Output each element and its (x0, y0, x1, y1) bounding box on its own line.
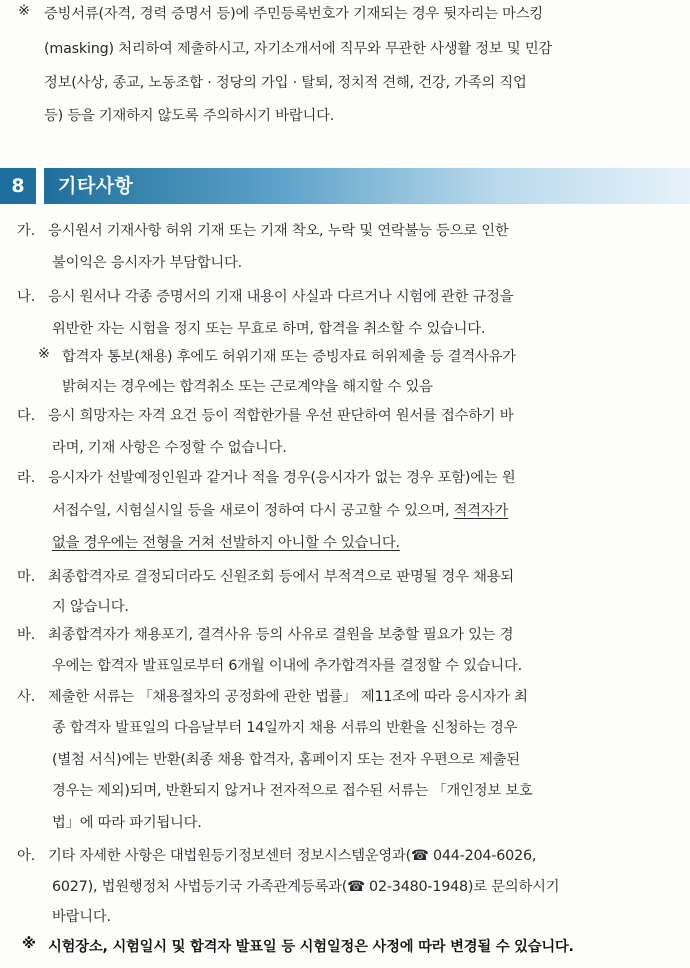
item-ga-line-2: 불이익은 응시자가 부담합니다. (52, 255, 242, 271)
note-mark: ※ (38, 346, 50, 362)
item-ra-underlined-text: 적격자가 (453, 503, 509, 519)
top-note-line-3: 정보(사상, 종교, 노동조합 · 정당의 가입 · 탈퇴, 정치적 견해, 건강, 가족의 직업 (44, 75, 527, 91)
item-ra-line-1: 응시자가 선발예정인원과 같거나 적을 경우(응시자가 없는 경우 포함)에는 원 (48, 470, 516, 486)
item-na-line-2: 위반한 자는 시험을 정지 또는 무효로 하며, 합격을 취소할 수 있습니다. (52, 321, 486, 337)
note-mark: ※ (22, 936, 36, 952)
item-sa-line-5: 법」에 따라 파기됩니다. (52, 815, 202, 831)
item-a-line-1: 기타 자세한 사항은 대법원등기정보센터 정보시스템운영과(☎ 044-204-6026, (48, 848, 537, 864)
item-marker-ba: 바. (17, 627, 36, 643)
item-da-line-2: 라며, 기재 사항은 수정할 수 없습니다. (52, 440, 287, 456)
note-mark: ※ (18, 3, 30, 19)
item-marker-ra: 라. (17, 470, 36, 486)
item-a-line-2: 6027), 법원행정처 사법등기국 가족관계등록과(☎ 02-3480-1948)로 문의하시기 (52, 879, 560, 895)
item-a-line-3: 바랍니다. (52, 909, 111, 925)
item-ma-line-1: 최종합격자로 결정되더라도 신원조회 등에서 부적격으로 판명될 경우 채용되 (48, 569, 514, 585)
item-ra-line-3: 없을 경우에는 전형을 거쳐 선발하지 아니할 수 있습니다. (52, 535, 400, 551)
item-sa-line-4: 경우는 제외)되며, 반환되지 않거나 전자적으로 접수된 서류는 「개인정보 보호 (52, 783, 533, 799)
item-ra-line-2 (52, 500, 508, 520)
item-sa-line-3: (별첨 서식)에는 반환(최종 채용 합격자, 홈페이지 또는 전자 우편으로 제출된 (52, 752, 520, 768)
top-note-line-2: (masking) 처리하여 제출하시고, 자기소개서에 직무와 무관한 사생활 정보 및 민감 (44, 41, 553, 57)
top-note-line-4: 등) 등을 기재하지 않도록 주의하시기 바랍니다. (44, 108, 335, 124)
item-marker-a: 아. (17, 848, 36, 864)
item-na-note-line-2: 밝혀지는 경우에는 합격취소 또는 근로계약을 해지할 수 있음 (62, 379, 433, 395)
item-ba-line-2: 우에는 합격자 발표일로부터 6개월 이내에 추가합격자를 결정할 수 있습니다. (52, 658, 522, 674)
top-note-line-1: 증빙서류(자격, 경력 증명서 등)에 주민등록번호가 기재되는 경우 뒷자리는 마스킹 (44, 6, 544, 22)
item-marker-ga: 가. (17, 223, 36, 239)
item-marker-sa: 사. (17, 689, 36, 705)
item-marker-ma: 마. (17, 569, 36, 585)
item-sa-line-1: 제출한 서류는 「채용절차의 공정화에 관한 법률」 제11조에 따라 응시자가 최 (48, 689, 528, 705)
section-number: 8 (0, 168, 36, 204)
item-ra-line-2-text: 서접수일, 시험실시일 등을 새로이 정하여 다시 공고할 수 있으며, (52, 503, 454, 519)
item-ma-line-2: 지 않습니다. (52, 599, 129, 615)
section-title-bar (44, 168, 690, 204)
item-da-line-1: 응시 희망자는 자격 요건 등이 적합한가를 우선 판단하여 원서를 접수하기 바 (48, 408, 514, 424)
item-ga-line-1: 응시원서 기재사항 허위 기재 또는 기재 착오, 누락 및 연락불능 등으로 인한 (48, 223, 509, 239)
item-marker-da: 다. (17, 408, 36, 424)
item-na-note-line-1: 합격자 통보(채용) 후에도 허위기재 또는 증빙자료 허위제출 등 결격사유가 (62, 349, 516, 365)
section-title: 기타사항 (58, 175, 134, 197)
bottom-note-text: 시험장소, 시험일시 및 합격자 발표일 등 시험일정은 사정에 따라 변경될 수 있습니다. (48, 939, 574, 955)
item-na-line-1: 응시 원서나 각종 증명서의 기재 내용이 사실과 다르거나 시험에 관한 규정을 (48, 289, 514, 305)
item-ba-line-1: 최종합격자가 채용포기, 결격사유 등의 사유로 결원을 보충할 필요가 있는 경 (48, 627, 514, 643)
item-marker-na: 나. (17, 289, 36, 305)
item-sa-line-2: 종 합격자 발표일의 다음날부터 14일까지 채용 서류의 반환을 신청하는 경우 (52, 720, 518, 736)
section-header (0, 168, 690, 204)
